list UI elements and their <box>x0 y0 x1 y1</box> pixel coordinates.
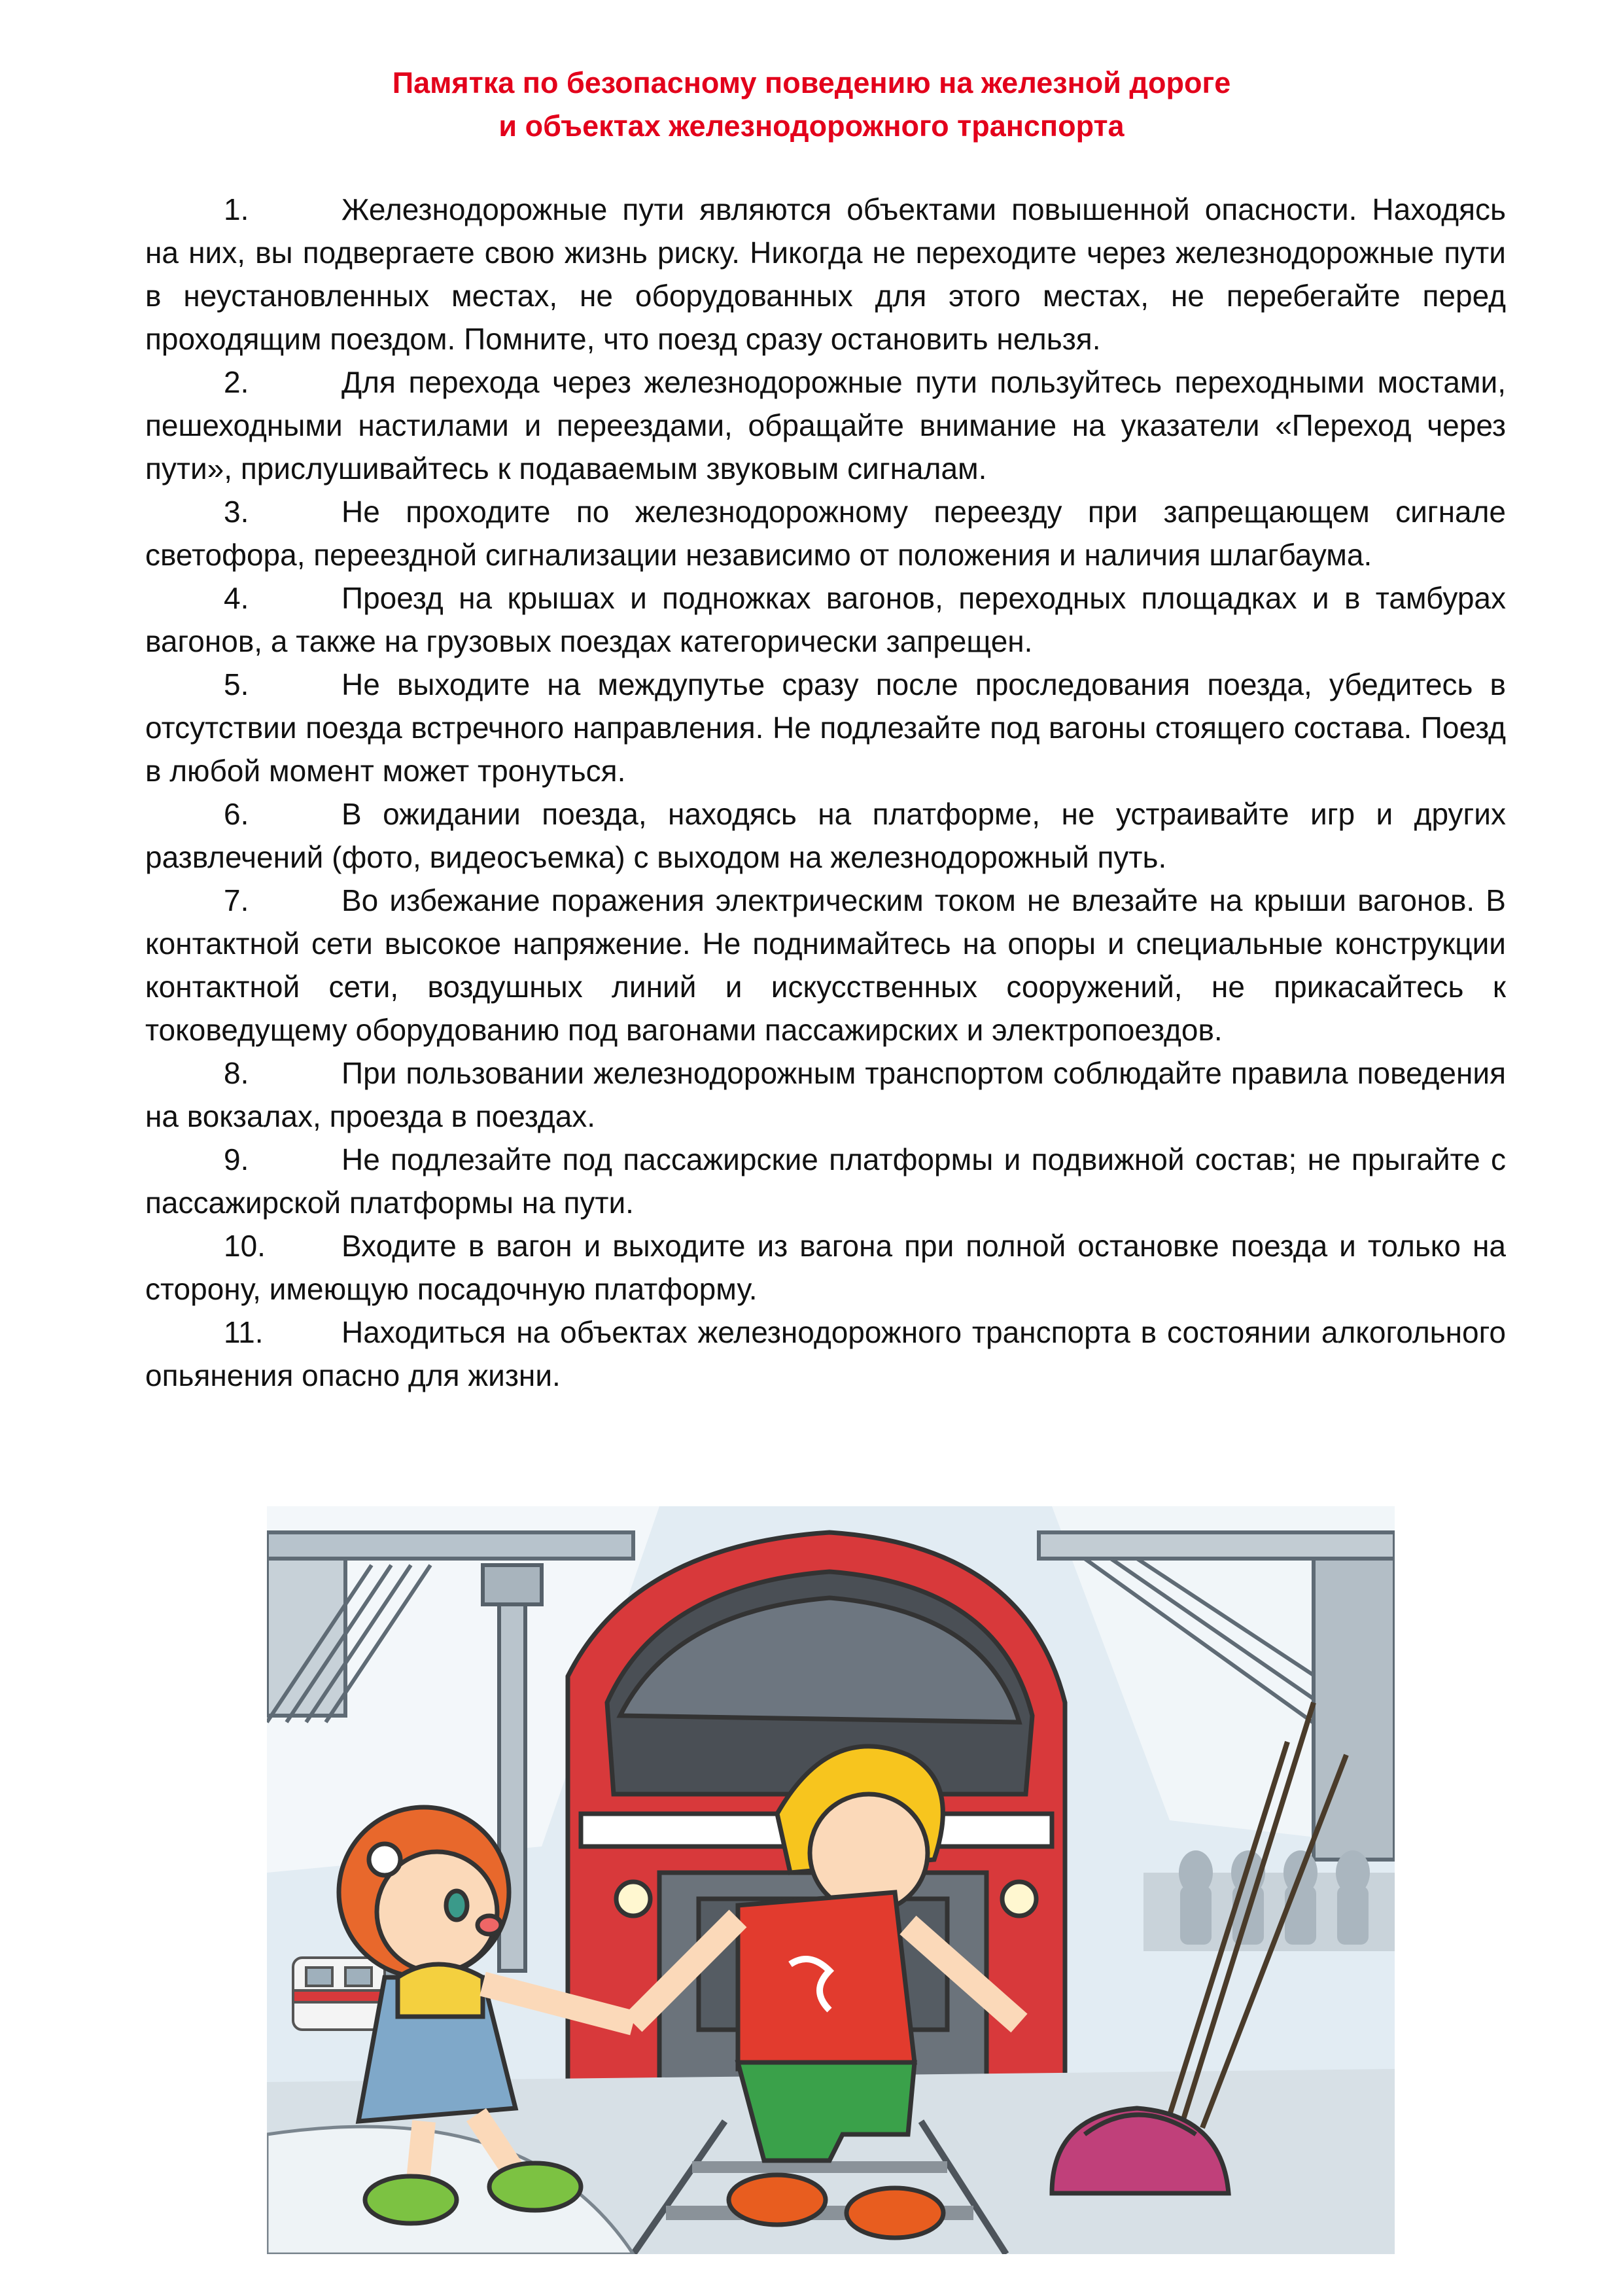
rule-item <box>145 188 1506 361</box>
rule-text: Проезд на крышах и подножках вагонов, переходных площадках и в тамбурах вагонов, а также на грузовых поездах категорически запрещен. <box>145 581 1506 658</box>
title-line-2: и объектах железнодорожного транспорта <box>498 109 1125 143</box>
rule-number: 8. <box>224 1056 249 1090</box>
rule-item <box>145 1311 1506 1397</box>
railway-safety-illustration <box>267 1506 1395 2254</box>
rule-number: 1. <box>224 192 249 226</box>
rule-item <box>145 490 1506 576</box>
safety-rules-list <box>145 188 1506 1397</box>
rule-text: Железнодорожные пути являются объектами повышенной опасности. Находясь на них, вы подвергаете свою жизнь риску. Никогда не переходите через железнодорожные пути в неустановленных местах, не оборудованных для этого местах, не перебегайте перед проходящим поездом. Помните, что поезд сразу остановить нельзя. <box>145 192 1506 356</box>
rule-number: 10. <box>224 1229 266 1263</box>
rule-number: 11. <box>224 1315 264 1349</box>
rule-item <box>145 1051 1506 1138</box>
rule-text: Не подлезайте под пассажирские платформы и подвижной состав; не прыгайте с пассажирской платформы на пути. <box>145 1142 1506 1220</box>
rule-text: Для перехода через железнодорожные пути пользуйтесь переходными мостами, пешеходными настилами и переездами, обращайте внимание на указатели «Переход через пути», прислушивайтесь к подаваемым звуковым сигналам. <box>145 365 1506 486</box>
rule-item <box>145 576 1506 663</box>
rule-text: Не выходите на междупутье сразу после проследования поезда, убедитесь в отсутствии поезда встречного направления. Не подлезайте под вагоны стоящего состава. Поезд в любой момент может тронуться. <box>145 667 1506 788</box>
rule-text: В ожидании поезда, находясь на платформе, не устраивайте игр и других развлечений (фото, видеосъемка) с выходом на железнодорожный путь. <box>145 797 1506 874</box>
rule-number: 9. <box>224 1142 249 1176</box>
rule-number: 4. <box>224 581 249 615</box>
rule-item <box>145 792 1506 879</box>
title-line-1: Памятка по безопасному поведению на железной дороге <box>392 66 1231 99</box>
rule-number: 3. <box>224 495 249 529</box>
rule-item <box>145 1138 1506 1224</box>
rule-number: 6. <box>224 797 249 831</box>
rule-item <box>145 1224 1506 1311</box>
page-title <box>0 62 1623 148</box>
rule-item <box>145 879 1506 1051</box>
rule-item <box>145 361 1506 490</box>
rule-text: Не проходите по железнодорожному переезду при запрещающем сигнале светофора, переездной сигнализации независимо от положения и наличия шлагбаума. <box>145 495 1506 572</box>
children-near-train-picture <box>267 1506 1395 2254</box>
rule-number: 7. <box>224 883 249 917</box>
rule-text: Находиться на объектах железнодорожного транспорта в состоянии алкогольного опьянения опасно для жизни. <box>145 1315 1506 1392</box>
rule-text: Входите в вагон и выходите из вагона при полной остановке поезда и только на сторону, имеющую посадочную платформу. <box>145 1229 1506 1306</box>
rule-item <box>145 663 1506 792</box>
rule-number: 2. <box>224 365 249 399</box>
rule-text: При пользовании железнодорожным транспортом соблюдайте правила поведения на вокзалах, проезда в поездах. <box>145 1056 1506 1133</box>
rule-text: Во избежание поражения электрическим током не влезайте на крыши вагонов. В контактной сети высокое напряжение. Не поднимайтесь на опоры и специальные конструкции контактной сети, воздушных линий и искусственных сооружений, не прикасайтесь к токоведущему оборудованию под вагонами пассажирских и электропоездов. <box>145 883 1506 1047</box>
rule-number: 5. <box>224 667 249 701</box>
